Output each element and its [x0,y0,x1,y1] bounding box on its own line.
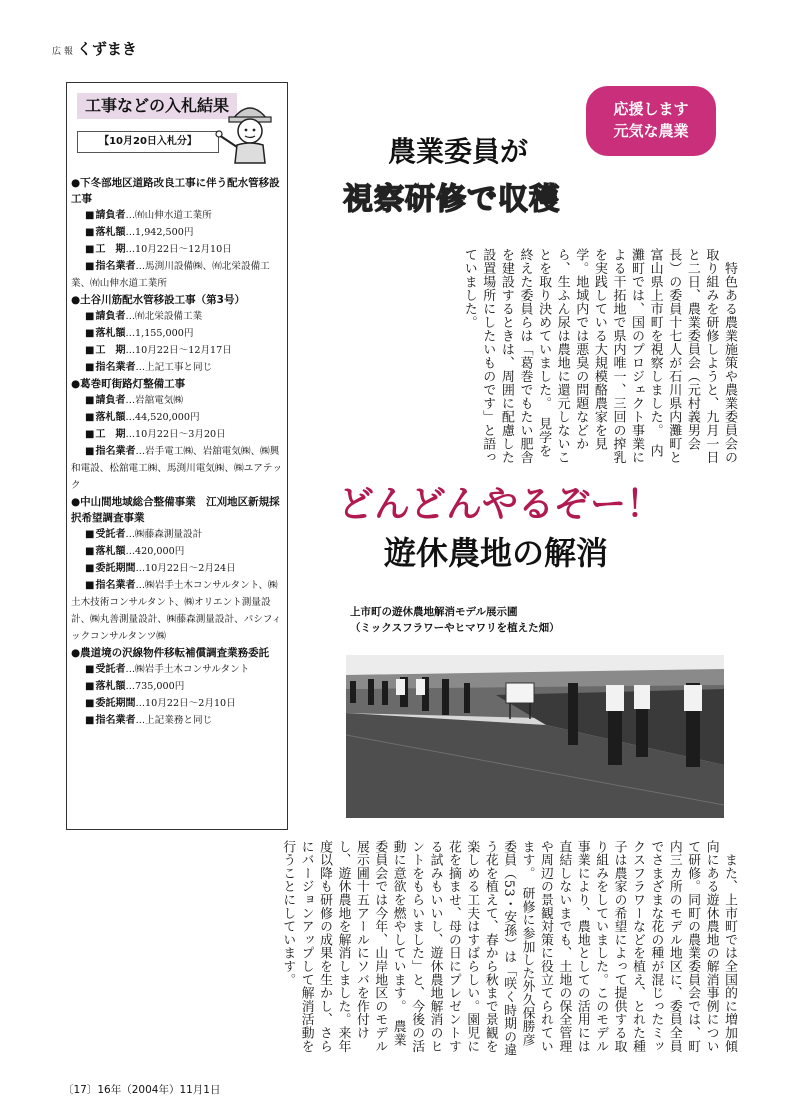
bid-line-label: 落札額 [95,546,126,557]
bid-item-line [71,258,285,292]
bid-line-value: …735,000円 [125,681,185,692]
bid-item-line [71,308,285,325]
bid-line-label: 落札額 [95,227,126,238]
bid-item-line [71,695,285,712]
bid-item-line [71,577,285,645]
bid-item [71,645,285,729]
bid-line-value: …1,155,000円 [125,328,194,339]
bid-line-label: 工 期 [95,429,126,440]
bid-line-value: …上記業務と同じ [135,715,213,726]
photo-caption-line2: （ミックスフラワーやヒマワリを植えた畑） [350,622,560,634]
article2-headline-line2: 遊休農地の解消 [384,534,609,572]
square-bullet-icon: ■ [85,261,95,272]
bid-item-line [71,207,285,224]
bid-item-line [71,359,285,376]
bid-item-line [71,661,285,678]
bid-line-value: …10月22日～12月17日 [125,345,232,356]
bid-line-label: 指名業者 [95,446,136,457]
square-bullet-icon: ■ [85,412,95,423]
bid-item-title: ●下冬部地区道路改良工事に伴う配水管移設工事 [71,177,280,205]
bid-line-label: 工 期 [95,244,126,255]
bid-item-line [71,443,285,494]
bid-item [71,292,285,376]
bid-line-value: …岩舘電気㈱ [125,395,184,406]
bid-item-line [71,325,285,342]
bid-item-title: ●土谷川筋配水管移設工事（第3号） [71,294,245,306]
bid-items-list [71,175,285,729]
photo-caption-line1: 上市町の遊休農地解消モデル展示圃 [350,606,518,618]
bid-line-value: …10月22日～12月10日 [125,244,232,255]
bid-line-label: 委託期間 [95,563,136,574]
square-bullet-icon: ■ [85,529,95,540]
square-bullet-icon: ■ [85,395,95,406]
square-bullet-icon: ■ [85,681,95,692]
square-bullet-icon: ■ [85,446,95,457]
bid-line-label: 請負者 [95,210,126,221]
square-bullet-icon: ■ [85,311,95,322]
bid-line-label: 指名業者 [95,715,136,726]
bid-results-date: 【10月20日入札分】 [77,131,219,153]
bid-item-title: ●中山間地域総合整備事業 江刈地区新規採択希望調査事業 [71,496,280,524]
bid-results-box [66,82,288,830]
page-footer: 〔17〕16年（2004年）11月1日 [63,1084,221,1096]
square-bullet-icon: ■ [85,580,95,591]
worker-mascot-icon [215,93,285,165]
bid-line-value: …㈱岩手土木コンサルタント [125,664,250,675]
bid-line-value: …馬渕川設備㈱、㈲北栄設備工業、㈲山伸水道工業所 [71,261,270,289]
square-bullet-icon: ■ [85,698,95,709]
bid-line-label: 工 期 [95,345,126,356]
bid-line-value: …1,942,500円 [125,227,194,238]
bid-line-label: 請負者 [95,311,126,322]
bid-results-title: 工事などの入札結果 [77,93,237,119]
photo-caption [350,604,560,636]
square-bullet-icon: ■ [85,345,95,356]
bid-item-line [71,526,285,543]
bid-item-line [71,560,285,577]
bid-item-line [71,392,285,409]
bid-line-label: 落札額 [95,412,126,423]
square-bullet-icon: ■ [85,563,95,574]
bid-line-label: 受託者 [95,529,126,540]
bid-item-line [71,712,285,729]
bid-item-title: ●葛巻町街路灯整備工事 [71,378,186,390]
bid-line-value: …㈲山伸水道工業所 [125,210,212,221]
bid-line-label: 委託期間 [95,698,136,709]
bid-item-line [71,241,285,258]
bid-line-value: …上記工事と同じ [135,362,213,373]
bid-item-line [71,678,285,695]
bid-line-value: …岩手電工㈱、岩舘電気㈱、㈱興和電設、松舘電工㈱、馬渕川電気㈱、㈱ユアテック [71,446,283,491]
square-bullet-icon: ■ [85,227,95,238]
badge-line2: 元気な農業 [613,122,689,140]
square-bullet-icon: ■ [85,715,95,726]
bid-line-label: 受託者 [95,664,126,675]
bid-line-label: 指名業者 [95,580,136,591]
article1-headline-line1: 農業委員が [388,135,529,168]
bid-line-value: …10月22日～3月20日 [125,429,226,440]
bid-line-label: 指名業者 [95,362,136,373]
field-photo [346,655,724,818]
bid-line-label: 請負者 [95,395,126,406]
square-bullet-icon: ■ [85,244,95,255]
bid-item [71,494,285,645]
bid-line-value: …10月22日～2月24日 [135,563,236,574]
bid-line-value: …420,000円 [125,546,185,557]
badge-line1: 応援します [613,100,689,118]
article2-headline-line1: どんどんやるぞー！ [338,484,663,525]
square-bullet-icon: ■ [85,210,95,221]
bid-line-value: …10月22日～2月10日 [135,698,236,709]
bid-line-value: …44,520,000円 [125,412,200,423]
square-bullet-icon: ■ [85,429,95,440]
bid-line-value: …㈲北栄設備工業 [125,311,203,322]
square-bullet-icon: ■ [85,546,95,557]
masthead-prefix: 広 報 [52,47,73,57]
article1-body: 特色ある農業施策や農業委員会の取り組みを研修しようと、九月一日と二日、農業委員会（元村義男会長）の委員十七人が石川県内灘町と富山県上市町を視察しました。 内灘町では、国のプロジェクト事業による干拓地で県内唯一、三回の搾乳を実践している大規模酪農家を見学。地域内では悪臭の問題などから、生ふん尿は農地に還元しないことを取り決めていました。 見学を終えた委員らは「葛巻でもたい肥舎を建設するときは、周囲に配慮した設置場所にしたいものです」と語っていました。 [461,248,737,464]
masthead-title: くずまき [76,40,137,58]
article2-body: また、上市町では全国的に増加傾向にある遊休農地の解消事例について研修。同町の農業委員会では、町内三カ所のモデル地区に、委員全員でさまざまな花の種が混じったミックスフラワーなどを植え、とれた種子は農家の希望によって提供する取り組みをしていました。このモデル事業により、農地としての活用には直結しないまでも、土地の保全管理や周辺の景観対策に役立てられています。 研修に参加した外久保勝彦委員（53・安孫）は「咲く時期の違う花を植えて、春から秋まで景観を楽しめる工夫はすばらしい。園児に花を摘ませ、母の日にプレゼントする試みもいいし、遊休農地解消のヒントをもらいました」と、今後の活動に意欲を燃やしています。 農業委員会では今年、山岸地区のモデル展示圃十五アールにソバを作付けし、遊休農地を解消しました。来年度以降も研修の成果を生かし、さらにバージョンアップして解消活動を行うことにしています。 [280,840,737,1057]
bid-line-value: …㈱藤森測量設計 [125,529,203,540]
bid-line-label: 落札額 [95,328,126,339]
article1-headline-line2: 視察研修で収穫 [343,182,560,217]
bid-item-line [71,426,285,443]
square-bullet-icon: ■ [85,362,95,373]
bid-item-title: ●農道境の沢線物件移転補償調査業務委託 [71,647,270,659]
square-bullet-icon: ■ [85,328,95,339]
campaign-badge [586,86,716,156]
bid-item-line [71,543,285,560]
bid-item-line [71,224,285,241]
bid-item-line [71,342,285,359]
bid-item-line [71,409,285,426]
square-bullet-icon: ■ [85,664,95,675]
bid-item [71,376,285,494]
bid-line-label: 落札額 [95,681,126,692]
bid-line-value: …㈱岩手土木コンサルタント、㈱土木技術コンサルタント、㈱オリエント測量設計、㈱丸善測量設計、㈱藤森測量設計、パシフィックコンサルタンツ㈱ [71,580,282,642]
bid-item [71,175,285,292]
bid-line-label: 指名業者 [95,261,136,272]
masthead [52,38,137,59]
